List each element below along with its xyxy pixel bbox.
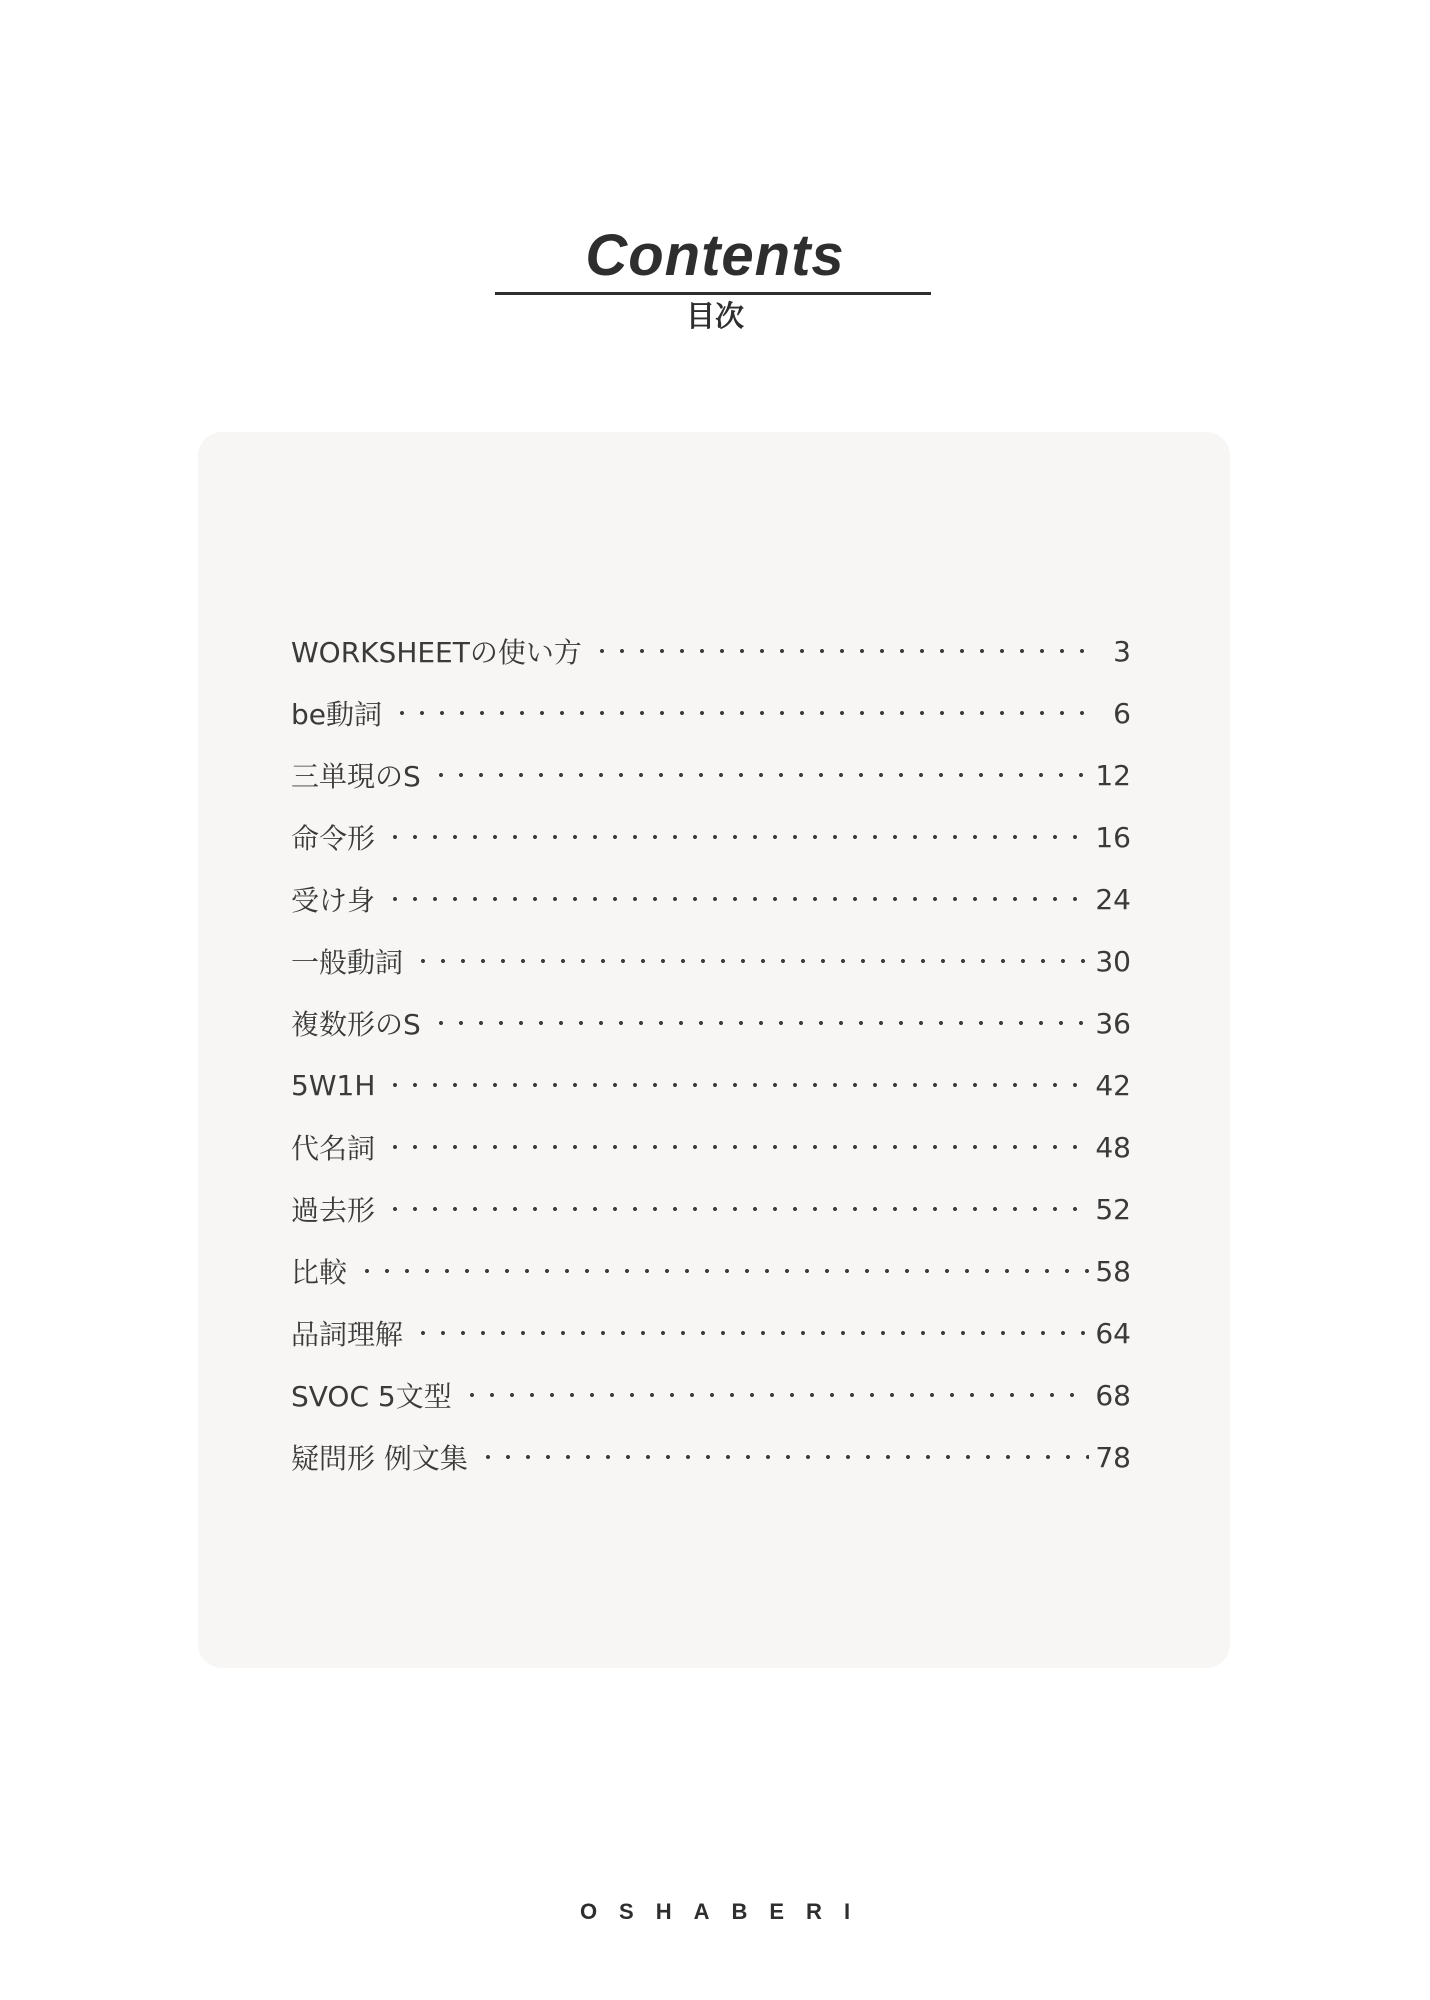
dot-leader [431,773,1090,777]
toc-entry[interactable] [291,744,1131,806]
dot-leader [592,649,1091,653]
toc-entry-label: 三単現のS [291,760,421,793]
toc-entry-page: 68 [1095,1378,1131,1412]
dot-leader [462,1393,1090,1397]
toc-entry-label: WORKSHEETの使い方 [291,636,582,669]
toc-entry-label: be動詞 [291,698,383,731]
toc-entry[interactable] [291,806,1131,868]
toc-entry[interactable] [291,1364,1131,1426]
dot-leader [385,1145,1089,1149]
toc-entry-label: SVOC 5文型 [291,1380,452,1413]
toc-entry-label: 比較 [291,1256,348,1289]
toc-entry-page: 64 [1095,1316,1131,1350]
toc-entry-label: 命令形 [291,822,376,855]
toc-entry-label: 複数形のS [291,1008,421,1041]
toc-entry[interactable] [291,1302,1131,1364]
toc-entry[interactable] [291,1178,1131,1240]
toc-entry-page: 48 [1095,1130,1131,1164]
page-header [0,0,1430,360]
title-underline [495,292,931,295]
toc-entry-label: 5W1H [291,1068,376,1102]
toc-entry[interactable] [291,1116,1131,1178]
toc-entry[interactable] [291,620,1131,682]
toc-entry-label: 一般動詞 [291,946,404,979]
dot-leader [357,1269,1089,1273]
toc-entry-page: 36 [1095,1006,1131,1040]
toc-entry-label: 疑問形 例文集 [291,1442,468,1475]
toc-entry-label: 受け身 [291,884,376,917]
dot-leader [385,1207,1089,1211]
page-title: Contents [585,223,845,288]
dot-leader [385,897,1089,901]
table-of-contents [291,620,1131,1488]
brand-footer: OSHABERI [579,1899,873,1924]
toc-entry[interactable] [291,1054,1131,1116]
toc-entry-page: 42 [1095,1068,1131,1102]
toc-entry-label: 品詞理解 [291,1318,404,1351]
toc-entry[interactable] [291,1426,1131,1488]
toc-entry-page: 52 [1095,1192,1131,1226]
toc-entry-page: 78 [1095,1440,1131,1474]
dot-leader [385,1083,1089,1087]
page-subtitle: 目次 [685,299,744,333]
toc-entry-page: 58 [1095,1254,1131,1288]
dot-leader [385,835,1089,839]
toc-entry-page: 6 [1113,696,1131,730]
toc-card [198,432,1230,1668]
toc-entry-page: 16 [1095,820,1131,854]
dot-leader [431,1021,1090,1025]
dot-leader [413,959,1089,963]
toc-entry[interactable] [291,868,1131,930]
toc-entry-page: 3 [1113,634,1131,668]
dot-leader [413,1331,1089,1335]
dot-leader [392,711,1091,715]
toc-entry[interactable] [291,992,1131,1054]
dot-leader [478,1455,1089,1459]
toc-entry[interactable] [291,682,1131,744]
toc-entry-page: 12 [1095,758,1131,792]
toc-entry-label: 代名詞 [291,1132,376,1165]
toc-entry[interactable] [291,930,1131,992]
toc-entry-page: 30 [1095,944,1131,978]
toc-entry-page: 24 [1095,882,1131,916]
toc-entry[interactable] [291,1240,1131,1302]
toc-entry-label: 過去形 [291,1194,376,1227]
